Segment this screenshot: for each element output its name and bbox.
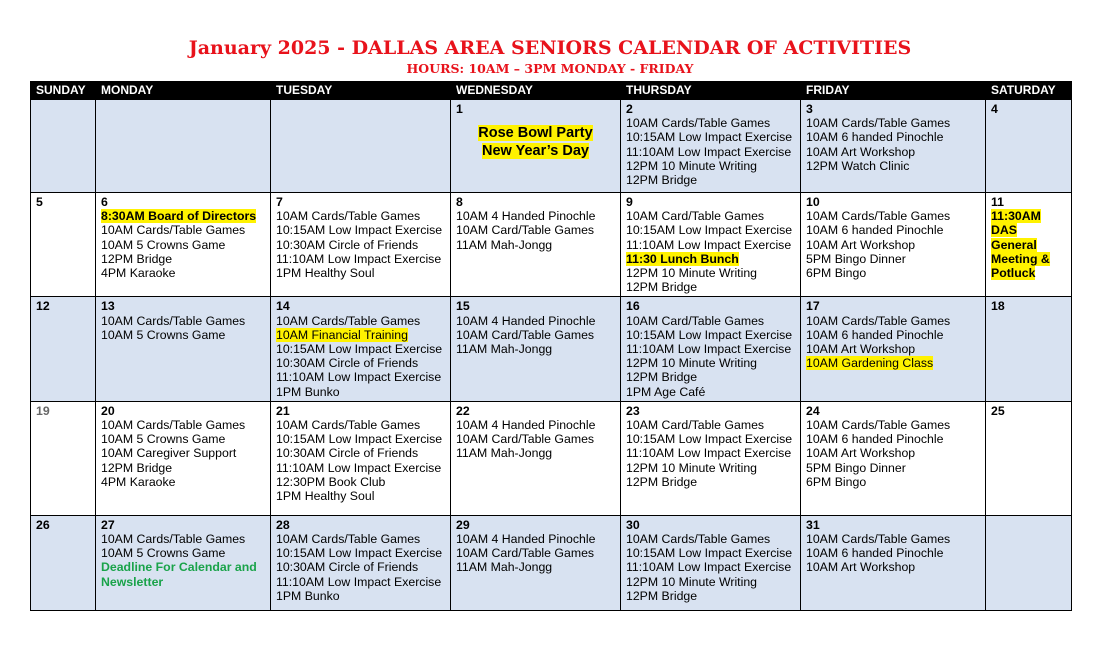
event-item: 12PM 10 Minute Writing <box>626 574 757 589</box>
event-item: 12PM 10 Minute Writing <box>626 158 757 173</box>
event-item: 10:15AM Low Impact Exercise <box>276 432 443 447</box>
event-item: 11:10AM Low Impact Exercise <box>276 460 442 475</box>
week-row-3 <box>31 297 1072 401</box>
event-item: 12PM Watch Clinic <box>806 158 910 173</box>
event-item: 12PM Bridge <box>626 370 698 385</box>
day-number: 31 <box>806 517 820 532</box>
day-cell-jan-24 <box>801 401 986 515</box>
event-item: 11AM Mah-Jongg <box>456 237 553 252</box>
header-friday: FRIDAY <box>801 82 986 100</box>
event-item: 11AM Mah-Jongg <box>456 446 553 461</box>
weekday-header-row <box>31 82 1072 100</box>
event-item: 11:10AM Low Impact Exercise <box>626 342 792 357</box>
header-sunday: SUNDAY <box>31 82 96 100</box>
event-item: 1PM Bunko <box>276 588 340 603</box>
event-item: 12PM Bridge <box>626 173 698 188</box>
holiday-rose-bowl: Rose Bowl Party <box>478 125 593 142</box>
event-item-highlighted: Potluck <box>991 266 1036 281</box>
event-item: 10AM Cards/Table Games <box>276 418 421 433</box>
day-cell-jan-11 <box>986 193 1072 297</box>
calendar-table <box>30 81 1072 611</box>
event-item: 10AM Caregiver Support <box>101 446 237 461</box>
event-item: 12PM Bridge <box>626 474 698 489</box>
day-number: 21 <box>276 403 290 418</box>
event-item: 4PM Karaoke <box>101 266 176 281</box>
event-item: 5PM Bingo Dinner <box>806 460 906 475</box>
header-thursday: THURSDAY <box>621 82 801 100</box>
event-item: 10AM Card/Table Games <box>456 223 595 238</box>
day-cell-jan-7 <box>271 193 451 297</box>
event-item: 10AM 5 Crowns Game <box>101 546 226 561</box>
event-item: 10AM Cards/Table Games <box>101 223 246 238</box>
day-cell-jan-12 <box>31 297 96 401</box>
day-number: 3 <box>806 102 813 116</box>
day-number: 1 <box>456 102 463 116</box>
day-cell-jan-26 <box>31 515 96 610</box>
event-item: 10AM Art Workshop <box>806 560 916 575</box>
day-cell-jan-22 <box>451 401 621 515</box>
day-cell-jan-27 <box>96 515 271 610</box>
event-item: 1PM Healthy Soul <box>276 489 375 504</box>
event-item: 10:15AM Low Impact Exercise <box>276 546 443 561</box>
event-item: 10AM Cards/Table Games <box>806 313 951 328</box>
day-cell-jan-9 <box>621 193 801 297</box>
event-item: 10AM 4 Handed Pinochle <box>456 418 596 433</box>
event-item: 10AM 4 Handed Pinochle <box>456 313 596 328</box>
day-cell-jan-30 <box>621 515 801 610</box>
event-item: 10AM Cards/Table Games <box>276 313 421 328</box>
event-item: 10AM Card/Table Games <box>626 313 765 328</box>
day-number: 9 <box>626 195 633 209</box>
event-item: 10:15AM Low Impact Exercise <box>626 223 793 238</box>
event-item: 10AM Card/Table Games <box>626 418 765 433</box>
day-number: 4 <box>991 102 998 116</box>
event-item: 10AM 5 Crowns Game <box>101 432 226 447</box>
event-item: 11:10AM Low Impact Exercise <box>626 144 792 159</box>
event-item: 10AM 6 handed Pinochle <box>806 327 944 342</box>
event-item: 6PM Bingo <box>806 266 867 281</box>
day-cell-jan-10 <box>801 193 986 297</box>
event-item: 1PM Healthy Soul <box>276 266 375 281</box>
event-item: 1PM Bunko <box>276 384 340 399</box>
event-item-highlighted: 11:30AM <box>991 209 1041 224</box>
day-cell <box>986 515 1072 610</box>
event-item-highlighted: 10AM Gardening Class <box>806 356 934 371</box>
event-item: 10:15AM Low Impact Exercise <box>626 327 793 342</box>
week-row-1 <box>31 100 1072 193</box>
day-cell-jan-23 <box>621 401 801 515</box>
day-number: 10 <box>806 195 820 209</box>
day-cell-jan-25 <box>986 401 1072 515</box>
event-item: 10AM Cards/Table Games <box>806 418 951 433</box>
event-item: 10AM 6 handed Pinochle <box>806 223 944 238</box>
event-item: 10:15AM Low Impact Exercise <box>276 342 443 357</box>
event-item: 10:30AM Circle of Friends <box>276 446 419 461</box>
event-item: 10AM 5 Crowns Game <box>101 327 226 342</box>
event-item: 12PM Bridge <box>101 460 173 475</box>
event-item: 10AM Cards/Table Games <box>806 116 951 131</box>
event-item: 10AM Art Workshop <box>806 342 916 357</box>
day-number: 18 <box>991 299 1005 314</box>
day-number: 22 <box>456 403 470 418</box>
event-item: 10AM 6 handed Pinochle <box>806 546 944 561</box>
day-cell-jan-4 <box>986 100 1072 193</box>
day-number: 23 <box>626 403 640 418</box>
event-item: 10AM Cards/Table Games <box>276 532 421 547</box>
day-cell-jan-14 <box>271 297 451 401</box>
event-item: 10AM Card/Table Games <box>456 546 595 561</box>
event-item: 11AM Mah-Jongg <box>456 560 553 575</box>
day-cell-jan-8 <box>451 193 621 297</box>
week-row-2 <box>31 193 1072 297</box>
event-item: 12PM Bridge <box>626 588 698 603</box>
event-item: 10AM Cards/Table Games <box>101 532 246 547</box>
day-number: 12 <box>36 299 50 314</box>
event-item: 10AM 6 handed Pinochle <box>806 432 944 447</box>
hours-subtitle: HOURS: 10AM – 3PM MONDAY - FRIDAY <box>406 61 694 76</box>
day-cell-jan-20 <box>96 401 271 515</box>
day-cell-jan-3 <box>801 100 986 193</box>
day-number: 25 <box>991 403 1005 418</box>
event-item: 10:15AM Low Impact Exercise <box>626 432 793 447</box>
day-number: 8 <box>456 195 463 209</box>
day-cell-jan-5 <box>31 193 96 297</box>
event-item-highlighted: General <box>991 237 1037 252</box>
day-cell-jan-31 <box>801 515 986 610</box>
event-item: 10AM Art Workshop <box>806 237 916 252</box>
day-number: 27 <box>101 517 115 532</box>
day-number: 6 <box>101 195 108 209</box>
day-number: 29 <box>456 517 470 532</box>
event-item: 10AM 5 Crowns Game <box>101 237 226 252</box>
week-row-5 <box>31 515 1072 610</box>
event-item: 10AM Cards/Table Games <box>276 209 421 224</box>
header-monday: MONDAY <box>96 82 271 100</box>
event-item: 5PM Bingo Dinner <box>806 251 906 266</box>
event-item: 11:10AM Low Impact Exercise <box>276 370 442 385</box>
header-wednesday: WEDNESDAY <box>451 82 621 100</box>
day-cell-jan-28 <box>271 515 451 610</box>
day-number: 28 <box>276 517 290 532</box>
event-item: 12PM 10 Minute Writing <box>626 460 757 475</box>
event-item: 10AM Card/Table Games <box>456 327 595 342</box>
event-item: 11:10AM Low Impact Exercise <box>276 574 442 589</box>
day-cell-jan-17 <box>801 297 986 401</box>
event-item: 12PM Bridge <box>101 251 173 266</box>
event-item: 10:30AM Circle of Friends <box>276 237 419 252</box>
deadline-notice: Deadline For Calendar and Newsletter <box>101 560 257 589</box>
event-item: 11:10AM Low Impact Exercise <box>276 251 442 266</box>
event-item: 10AM Cards/Table Games <box>626 116 771 131</box>
event-item-highlighted: Meeting & <box>991 251 1050 266</box>
day-cell-jan-21 <box>271 401 451 515</box>
day-number: 5 <box>36 195 43 209</box>
event-item: 10AM 4 Handed Pinochle <box>456 209 596 224</box>
event-item: 10:15AM Low Impact Exercise <box>626 546 793 561</box>
header-saturday: SATURDAY <box>986 82 1072 100</box>
event-item: 10:30AM Circle of Friends <box>276 356 419 371</box>
event-item: 6PM Bingo <box>806 474 867 489</box>
event-item: 10AM Cards/Table Games <box>101 313 246 328</box>
day-number: 2 <box>626 102 633 116</box>
event-item: 10AM 4 Handed Pinochle <box>456 532 596 547</box>
day-cell-jan-29 <box>451 515 621 610</box>
event-item: 10AM Cards/Table Games <box>626 532 771 547</box>
event-item: 1PM Age Café <box>626 384 706 399</box>
event-item: 10AM Art Workshop <box>806 144 916 159</box>
day-number: 13 <box>101 299 115 314</box>
event-item-highlighted: DAS <box>991 223 1017 238</box>
day-number: 24 <box>806 403 820 418</box>
event-item: 10AM Art Workshop <box>806 446 916 461</box>
day-cell <box>31 100 96 193</box>
day-number: 11 <box>991 195 1004 209</box>
event-item-highlighted: 10AM Financial Training <box>276 327 408 342</box>
event-item-highlighted: 8:30AM Board of Directors <box>101 209 257 224</box>
day-number: 15 <box>456 299 470 314</box>
event-item: 10AM Cards/Table Games <box>806 532 951 547</box>
day-number: 17 <box>806 299 820 314</box>
week-row-4 <box>31 401 1072 515</box>
event-item: 10AM Card/Table Games <box>456 432 595 447</box>
event-item: 12PM Bridge <box>626 280 698 295</box>
day-cell-jan-15 <box>451 297 621 401</box>
day-number: 16 <box>626 299 640 314</box>
event-item: 11AM Mah-Jongg <box>456 342 553 357</box>
day-number: 14 <box>276 299 290 314</box>
event-item: 4PM Karaoke <box>101 474 176 489</box>
event-item-highlighted: 11:30 Lunch Bunch <box>626 251 739 266</box>
event-item: 10AM Card/Table Games <box>626 209 765 224</box>
header-tuesday: TUESDAY <box>271 82 451 100</box>
event-item: 11:10AM Low Impact Exercise <box>626 560 792 575</box>
event-item: 10:30AM Circle of Friends <box>276 560 419 575</box>
day-cell-jan-19 <box>31 401 96 515</box>
holiday-new-years: New Year’s Day <box>482 143 589 160</box>
day-cell <box>96 100 271 193</box>
day-number: 30 <box>626 517 640 532</box>
event-item: 12PM 10 Minute Writing <box>626 356 757 371</box>
event-item: 10AM Cards/Table Games <box>806 209 951 224</box>
day-cell-jan-13 <box>96 297 271 401</box>
event-item: 11:10AM Low Impact Exercise <box>626 446 792 461</box>
day-cell-jan-1 <box>451 100 621 193</box>
day-cell-jan-16 <box>621 297 801 401</box>
day-cell-jan-6 <box>96 193 271 297</box>
event-item: 10AM Cards/Table Games <box>101 418 246 433</box>
event-item: 10:15AM Low Impact Exercise <box>626 130 793 145</box>
day-cell-jan-18 <box>986 297 1072 401</box>
day-cell <box>271 100 451 193</box>
day-number: 19 <box>36 403 50 418</box>
day-number: 26 <box>36 517 50 532</box>
event-item: 12:30PM Book Club <box>276 474 386 489</box>
day-cell-jan-2 <box>621 100 801 193</box>
event-item: 12PM 10 Minute Writing <box>626 266 757 281</box>
event-item: 10:15AM Low Impact Exercise <box>276 223 443 238</box>
page-title: January 2025 - DALLAS AREA SENIORS CALENDAR OF ACTIVITIES <box>188 37 912 59</box>
event-item: 10AM 6 handed Pinochle <box>806 130 944 145</box>
event-item: 11:10AM Low Impact Exercise <box>626 237 792 252</box>
day-number: 20 <box>101 403 115 418</box>
day-number: 7 <box>276 195 283 209</box>
